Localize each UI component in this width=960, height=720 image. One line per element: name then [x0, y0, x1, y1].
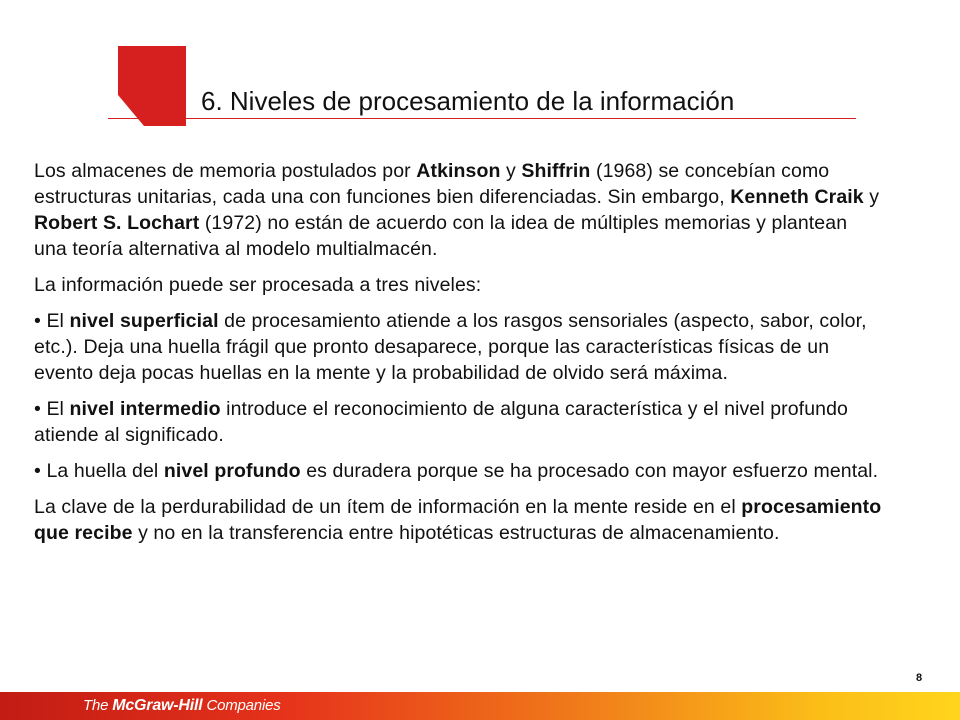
paragraph-text: es duradera porque se ha procesado con mayor esfuerzo mental. — [300, 460, 879, 482]
slide-title: 6. Niveles de procesamiento de la información — [201, 86, 735, 116]
paragraph-text: La clave de la perdurabilidad de un ítem de información en la mente reside en el — [34, 496, 742, 518]
body-paragraph — [34, 158, 884, 262]
paragraph-text: Los almacenes de memoria postulados por — [34, 160, 417, 182]
emphasis-text: procesamiento que recibe — [34, 496, 882, 544]
logo-companies: Companies — [206, 697, 281, 714]
logo-brand: McGraw-Hill — [112, 697, 203, 714]
paragraph-text: (1968) se concebían como estructuras unitarias, cada una con funciones bien diferenciadas. Sin embargo, — [34, 160, 830, 208]
body-paragraph — [34, 396, 884, 448]
emphasis-text: nivel intermedio — [69, 398, 221, 420]
body-paragraph — [34, 308, 884, 386]
paragraph-text: • El — [34, 398, 70, 420]
paragraph-text: de procesamiento atiende a los rasgos sensoriales (aspecto, sabor, color, etc.). Deja una huella frágil que pronto desaparece, porque las características físicas de un evento deja pocas huellas en la mente y la probabilidad de olvido será máxima. — [34, 310, 867, 384]
slide-body — [34, 158, 884, 556]
title-accent-notch — [118, 95, 144, 126]
emphasis-text: Atkinson — [416, 160, 501, 182]
paragraph-text: y — [500, 160, 522, 182]
paragraph-text: introduce el reconocimiento de alguna característica y el nivel profundo atiende al significado. — [34, 398, 848, 446]
title-underline-rule — [108, 118, 856, 119]
emphasis-text: nivel superficial — [69, 310, 219, 332]
paragraph-text: (1972) no están de acuerdo con la idea de múltiples memorias y plantean una teoría alternativa al modelo multialmacén. — [34, 212, 848, 260]
emphasis-text: Shiffrin — [521, 160, 591, 182]
emphasis-text: Kenneth Craik — [730, 186, 864, 208]
body-paragraph — [34, 458, 884, 484]
logo-the: The — [83, 697, 109, 714]
body-paragraph — [34, 494, 884, 546]
paragraph-text: La información puede ser procesada a tres niveles: — [34, 274, 482, 296]
emphasis-text: nivel profundo — [163, 460, 301, 482]
paragraph-text: y — [863, 186, 880, 208]
body-paragraph — [34, 272, 884, 298]
publisher-logo — [83, 697, 281, 715]
emphasis-text: Robert S. Lochart — [34, 212, 200, 234]
paragraph-text: • El — [34, 310, 70, 332]
page-number: 8 — [916, 672, 923, 684]
paragraph-text: y no en la transferencia entre hipotéticas estructuras de almacenamiento. — [132, 522, 780, 544]
paragraph-text: • La huella del — [34, 460, 164, 482]
